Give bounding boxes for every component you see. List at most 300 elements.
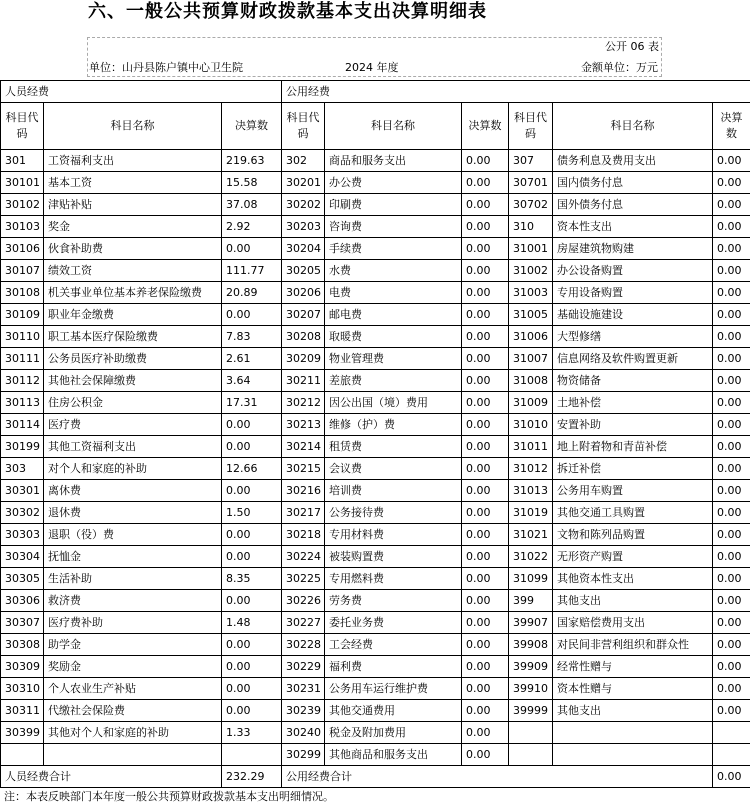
public2-amount-cell: 0.00 [713,502,750,524]
personnel-code-cell: 30310 [1,678,44,700]
personnel-code-cell: 30111 [1,348,44,370]
personnel-code-cell: 30305 [1,568,44,590]
public1-code-cell: 30208 [282,326,325,348]
year-label: 2024 年度 [345,61,399,74]
personnel-amount-cell: 1.33 [222,722,282,744]
public1-amount-cell: 0.00 [462,194,509,216]
public1-code-cell: 30211 [282,370,325,392]
public1-name-cell: 差旅费 [325,370,462,392]
public1-code-cell: 30215 [282,458,325,480]
personnel-code-cell: 30109 [1,304,44,326]
public1-name-cell: 专用材料费 [325,524,462,546]
public2-name-cell: 专用设备购置 [553,282,713,304]
personnel-name-cell: 职业年金缴费 [44,304,222,326]
header-name: 科目名称 [553,103,713,150]
public2-code-cell: 310 [509,216,553,238]
public1-code-cell: 30226 [282,590,325,612]
public1-code-cell: 30299 [282,744,325,766]
personnel-name-cell: 助学金 [44,634,222,656]
public2-code-cell: 31021 [509,524,553,546]
table-row [1,678,750,700]
public2-name-cell: 文物和陈列品购置 [553,524,713,546]
personnel-amount-cell: 37.08 [222,194,282,216]
personnel-code-cell [1,744,44,766]
public1-name-cell: 其他商品和服务支出 [325,744,462,766]
public1-code-cell: 302 [282,150,325,172]
public1-amount-cell: 0.00 [462,260,509,282]
personnel-amount-cell: 0.00 [222,656,282,678]
personnel-amount-cell: 0.00 [222,480,282,502]
public1-code-cell: 30205 [282,260,325,282]
public1-name-cell: 办公费 [325,172,462,194]
public1-amount-cell: 0.00 [462,634,509,656]
public1-amount-cell: 0.00 [462,304,509,326]
personnel-code-cell: 30103 [1,216,44,238]
header-code: 科目代码 [509,103,553,150]
public1-code-cell: 30202 [282,194,325,216]
header-name: 科目名称 [325,103,462,150]
table-row [1,392,750,414]
public2-code-cell: 30702 [509,194,553,216]
table-row [1,502,750,524]
public1-name-cell: 印刷费 [325,194,462,216]
table-row [1,436,750,458]
public2-code-cell: 39910 [509,678,553,700]
public2-amount-cell: 0.00 [713,656,750,678]
personnel-code-cell: 30308 [1,634,44,656]
public2-code-cell [509,744,553,766]
table-row [1,458,750,480]
table-row [1,568,750,590]
personnel-name-cell: 伙食补助费 [44,238,222,260]
public2-name-cell: 信息网络及软件购置更新 [553,348,713,370]
personnel-code-cell: 30102 [1,194,44,216]
public1-name-cell: 委托业务费 [325,612,462,634]
header-amount: 决算数 [713,103,750,150]
header-amount: 决算数 [222,103,282,150]
personnel-code-cell: 30113 [1,392,44,414]
header-code: 科目代码 [1,103,44,150]
public1-name-cell: 租赁费 [325,436,462,458]
personnel-amount-cell: 20.89 [222,282,282,304]
personnel-amount-cell: 0.00 [222,238,282,260]
personnel-code-cell: 30307 [1,612,44,634]
personnel-name-cell: 代缴社会保险费 [44,700,222,722]
public2-code-cell: 31013 [509,480,553,502]
table-row [1,656,750,678]
public2-name-cell: 土地补偿 [553,392,713,414]
public1-name-cell: 邮电费 [325,304,462,326]
personnel-name-cell: 生活补助 [44,568,222,590]
personnel-amount-cell: 0.00 [222,546,282,568]
public1-amount-cell: 0.00 [462,238,509,260]
public2-code-cell: 31009 [509,392,553,414]
public1-code-cell: 30229 [282,656,325,678]
public1-code-cell: 30231 [282,678,325,700]
table-row [1,634,750,656]
public1-code-cell: 30214 [282,436,325,458]
public2-name-cell: 国家赔偿费用支出 [553,612,713,634]
public2-code-cell: 31012 [509,458,553,480]
table-row [1,480,750,502]
public1-amount-cell: 0.00 [462,612,509,634]
public1-name-cell: 工会经费 [325,634,462,656]
personnel-name-cell: 其他工资福利支出 [44,436,222,458]
public1-code-cell: 30240 [282,722,325,744]
personnel-code-cell: 30112 [1,370,44,392]
public2-code-cell: 31005 [509,304,553,326]
public2-amount-cell: 0.00 [713,524,750,546]
personnel-name-cell: 医疗费 [44,414,222,436]
personnel-name-cell: 离休费 [44,480,222,502]
public1-amount-cell: 0.00 [462,480,509,502]
public2-amount-cell: 0.00 [713,194,750,216]
public1-code-cell: 30227 [282,612,325,634]
public2-name-cell: 大型修缮 [553,326,713,348]
personnel-code-cell: 30309 [1,656,44,678]
table-row [1,744,750,766]
public1-code-cell: 30212 [282,392,325,414]
public1-amount-cell: 0.00 [462,590,509,612]
page-title: 六、一般公共预算财政拨款基本支出决算明细表 [88,1,487,22]
public1-amount-cell: 0.00 [462,414,509,436]
money-unit-label: 金额单位：万元 [581,61,658,74]
public2-amount-cell: 0.00 [713,392,750,414]
personnel-code-cell: 30199 [1,436,44,458]
personnel-name-cell: 其他对个人和家庭的补助 [44,722,222,744]
public2-code-cell: 30701 [509,172,553,194]
public2-amount-cell: 0.00 [713,612,750,634]
public1-name-cell: 劳务费 [325,590,462,612]
public2-amount-cell: 0.00 [713,172,750,194]
section-personnel: 人员经费 [1,81,282,103]
personnel-name-cell: 个人农业生产补贴 [44,678,222,700]
table-row [1,700,750,722]
personnel-code-cell: 30106 [1,238,44,260]
public2-amount-cell: 0.00 [713,348,750,370]
personnel-name-cell [44,744,222,766]
public1-amount-cell: 0.00 [462,392,509,414]
header-name: 科目名称 [44,103,222,150]
public2-amount-cell: 0.00 [713,414,750,436]
public1-name-cell: 被装购置费 [325,546,462,568]
public1-name-cell: 其他交通费用 [325,700,462,722]
personnel-code-cell: 30303 [1,524,44,546]
table-row [1,216,750,238]
public2-name-cell: 无形资产购置 [553,546,713,568]
personnel-name-cell: 对个人和家庭的补助 [44,458,222,480]
personnel-amount-cell: 8.35 [222,568,282,590]
personnel-amount-cell: 17.31 [222,392,282,414]
personnel-code-cell: 30101 [1,172,44,194]
public2-code-cell: 31022 [509,546,553,568]
personnel-code-cell: 30311 [1,700,44,722]
public1-code-cell: 30207 [282,304,325,326]
public2-amount-cell: 0.00 [713,260,750,282]
public2-name-cell: 房屋建筑物购建 [553,238,713,260]
public1-amount-cell: 0.00 [462,722,509,744]
public1-amount-cell: 0.00 [462,678,509,700]
public1-name-cell: 取暖费 [325,326,462,348]
public1-amount-cell: 0.00 [462,172,509,194]
public2-amount-cell: 0.00 [713,304,750,326]
meta-row [87,59,662,77]
personnel-name-cell: 绩效工资 [44,260,222,282]
personnel-name-cell: 工资福利支出 [44,150,222,172]
personnel-name-cell: 医疗费补助 [44,612,222,634]
public1-name-cell: 维修（护）费 [325,414,462,436]
table-row [1,524,750,546]
public2-amount-cell: 0.00 [713,634,750,656]
personnel-code-cell: 30110 [1,326,44,348]
public1-code-cell: 30239 [282,700,325,722]
public2-amount-cell: 0.00 [713,678,750,700]
public1-name-cell: 咨询费 [325,216,462,238]
public1-code-cell: 30228 [282,634,325,656]
personnel-code-cell: 30301 [1,480,44,502]
public1-code-cell: 30204 [282,238,325,260]
personnel-amount-cell: 3.64 [222,370,282,392]
public1-name-cell: 会议费 [325,458,462,480]
personnel-name-cell: 公务员医疗补助缴费 [44,348,222,370]
public1-code-cell: 30206 [282,282,325,304]
public2-code-cell: 31011 [509,436,553,458]
public1-name-cell: 手续费 [325,238,462,260]
table-row [1,172,750,194]
table-row [1,546,750,568]
personnel-amount-cell: 15.58 [222,172,282,194]
public2-name-cell: 经常性赠与 [553,656,713,678]
personnel-name-cell: 其他社会保障缴费 [44,370,222,392]
personnel-amount-cell: 2.61 [222,348,282,370]
public2-amount-cell: 0.00 [713,480,750,502]
public1-name-cell: 公务接待费 [325,502,462,524]
personnel-code-cell: 301 [1,150,44,172]
table-row [1,414,750,436]
public2-amount-cell: 0.00 [713,370,750,392]
public2-name-cell [553,722,713,744]
public2-amount-cell [713,722,750,744]
personnel-amount-cell: 219.63 [222,150,282,172]
public2-code-cell: 31010 [509,414,553,436]
personnel-name-cell: 住房公积金 [44,392,222,414]
total-personnel-amount: 232.29 [222,766,282,788]
public2-amount-cell: 0.00 [713,436,750,458]
personnel-amount-cell: 0.00 [222,304,282,326]
public1-code-cell: 30216 [282,480,325,502]
public1-code-cell: 30224 [282,546,325,568]
public2-name-cell: 公务用车购置 [553,480,713,502]
table-row [1,260,750,282]
personnel-name-cell: 职工基本医疗保险缴费 [44,326,222,348]
public2-code-cell [509,722,553,744]
public1-name-cell: 因公出国（境）费用 [325,392,462,414]
public2-name-cell: 其他支出 [553,700,713,722]
personnel-code-cell: 30302 [1,502,44,524]
unit-label: 单位：山丹县陈户镇中心卫生院 [89,61,243,74]
table-row [1,370,750,392]
total-public-amount: 0.00 [713,766,750,788]
table-row [1,304,750,326]
public2-code-cell: 31001 [509,238,553,260]
public1-amount-cell: 0.00 [462,150,509,172]
section-public: 公用经费 [282,81,750,103]
public2-code-cell: 399 [509,590,553,612]
expenditure-table [0,80,750,788]
personnel-code-cell: 30114 [1,414,44,436]
table-row [1,282,750,304]
public2-name-cell: 国内债务付息 [553,172,713,194]
personnel-amount-cell: 0.00 [222,436,282,458]
personnel-code-cell: 30108 [1,282,44,304]
public1-amount-cell: 0.00 [462,216,509,238]
personnel-name-cell: 奖金 [44,216,222,238]
personnel-amount-cell [222,744,282,766]
personnel-name-cell: 基本工资 [44,172,222,194]
public2-code-cell: 31007 [509,348,553,370]
public1-code-cell: 30217 [282,502,325,524]
public1-code-cell: 30209 [282,348,325,370]
public2-code-cell: 31099 [509,568,553,590]
personnel-code-cell: 303 [1,458,44,480]
public1-amount-cell: 0.00 [462,656,509,678]
total-personnel-label: 人员经费合计 [1,766,222,788]
public2-code-cell: 39908 [509,634,553,656]
public2-name-cell: 其他交通工具购置 [553,502,713,524]
public2-code-cell: 31006 [509,326,553,348]
public1-amount-cell: 0.00 [462,370,509,392]
table-row [1,590,750,612]
public1-code-cell: 30203 [282,216,325,238]
public2-amount-cell: 0.00 [713,238,750,260]
public1-code-cell: 30218 [282,524,325,546]
personnel-amount-cell: 0.00 [222,524,282,546]
public2-code-cell: 39999 [509,700,553,722]
public2-amount-cell: 0.00 [713,326,750,348]
public1-name-cell: 专用燃料费 [325,568,462,590]
personnel-code-cell: 30304 [1,546,44,568]
personnel-code-cell: 30306 [1,590,44,612]
public2-code-cell: 31008 [509,370,553,392]
table-row [1,722,750,744]
personnel-name-cell: 机关事业单位基本养老保险缴费 [44,282,222,304]
personnel-amount-cell: 7.83 [222,326,282,348]
header-amount: 决算数 [462,103,509,150]
public1-name-cell: 水费 [325,260,462,282]
public2-code-cell: 31002 [509,260,553,282]
public2-name-cell: 基础设施建设 [553,304,713,326]
public2-code-cell: 31019 [509,502,553,524]
table-row [1,612,750,634]
personnel-amount-cell: 0.00 [222,590,282,612]
table-row [1,326,750,348]
public1-name-cell: 税金及附加费用 [325,722,462,744]
personnel-name-cell: 津贴补贴 [44,194,222,216]
public1-amount-cell: 0.00 [462,546,509,568]
public2-amount-cell: 0.00 [713,590,750,612]
public2-name-cell: 债务利息及费用支出 [553,150,713,172]
public2-amount-cell: 0.00 [713,282,750,304]
public1-amount-cell: 0.00 [462,568,509,590]
public1-amount-cell: 0.00 [462,326,509,348]
public2-amount-cell: 0.00 [713,546,750,568]
personnel-name-cell: 退职（役）费 [44,524,222,546]
personnel-amount-cell: 2.92 [222,216,282,238]
public2-name-cell: 安置补助 [553,414,713,436]
public2-name-cell: 国外债务付息 [553,194,713,216]
public2-name-cell: 对民间非营利组织和群众性 [553,634,713,656]
personnel-amount-cell: 12.66 [222,458,282,480]
public1-amount-cell: 0.00 [462,524,509,546]
personnel-amount-cell: 1.48 [222,612,282,634]
public2-name-cell: 其他资本性支出 [553,568,713,590]
public1-amount-cell: 0.00 [462,744,509,766]
public2-name-cell: 办公设备购置 [553,260,713,282]
public2-amount-cell: 0.00 [713,216,750,238]
footnote: 注：本表反映部门本年度一般公共预算财政拨款基本支出明细情况。 [4,790,334,803]
personnel-code-cell: 30399 [1,722,44,744]
public1-amount-cell: 0.00 [462,282,509,304]
table-row [1,348,750,370]
public2-code-cell: 31003 [509,282,553,304]
public2-name-cell: 物资储备 [553,370,713,392]
public1-amount-cell: 0.00 [462,348,509,370]
public1-amount-cell: 0.00 [462,436,509,458]
personnel-amount-cell: 111.77 [222,260,282,282]
public2-amount-cell: 0.00 [713,700,750,722]
public2-amount-cell [713,744,750,766]
public2-name-cell: 资本性赠与 [553,678,713,700]
personnel-code-cell: 30107 [1,260,44,282]
public2-amount-cell: 0.00 [713,568,750,590]
public2-amount-cell: 0.00 [713,150,750,172]
public2-name-cell: 其他支出 [553,590,713,612]
total-row [1,766,750,788]
public1-name-cell: 公务用车运行维护费 [325,678,462,700]
personnel-amount-cell: 0.00 [222,634,282,656]
public2-name-cell [553,744,713,766]
public1-name-cell: 培训费 [325,480,462,502]
public1-amount-cell: 0.00 [462,700,509,722]
public1-amount-cell: 0.00 [462,502,509,524]
public2-code-cell: 307 [509,150,553,172]
public1-code-cell: 30225 [282,568,325,590]
public2-amount-cell: 0.00 [713,458,750,480]
header-code: 科目代码 [282,103,325,150]
public2-name-cell: 资本性支出 [553,216,713,238]
personnel-amount-cell: 0.00 [222,414,282,436]
personnel-name-cell: 救济费 [44,590,222,612]
public2-code-cell: 39907 [509,612,553,634]
personnel-amount-cell: 0.00 [222,678,282,700]
public2-name-cell: 地上附着物和青苗补偿 [553,436,713,458]
public1-name-cell: 电费 [325,282,462,304]
personnel-amount-cell: 0.00 [222,700,282,722]
table-number: 公开 06 表 [605,40,659,53]
public1-name-cell: 商品和服务支出 [325,150,462,172]
public1-amount-cell: 0.00 [462,458,509,480]
public1-name-cell: 物业管理费 [325,348,462,370]
public1-code-cell: 30201 [282,172,325,194]
public2-name-cell: 拆迁补偿 [553,458,713,480]
public2-code-cell: 39909 [509,656,553,678]
personnel-name-cell: 退休费 [44,502,222,524]
personnel-name-cell: 抚恤金 [44,546,222,568]
personnel-amount-cell: 1.50 [222,502,282,524]
table-row [1,238,750,260]
total-public-label: 公用经费合计 [282,766,713,788]
public1-name-cell: 福利费 [325,656,462,678]
